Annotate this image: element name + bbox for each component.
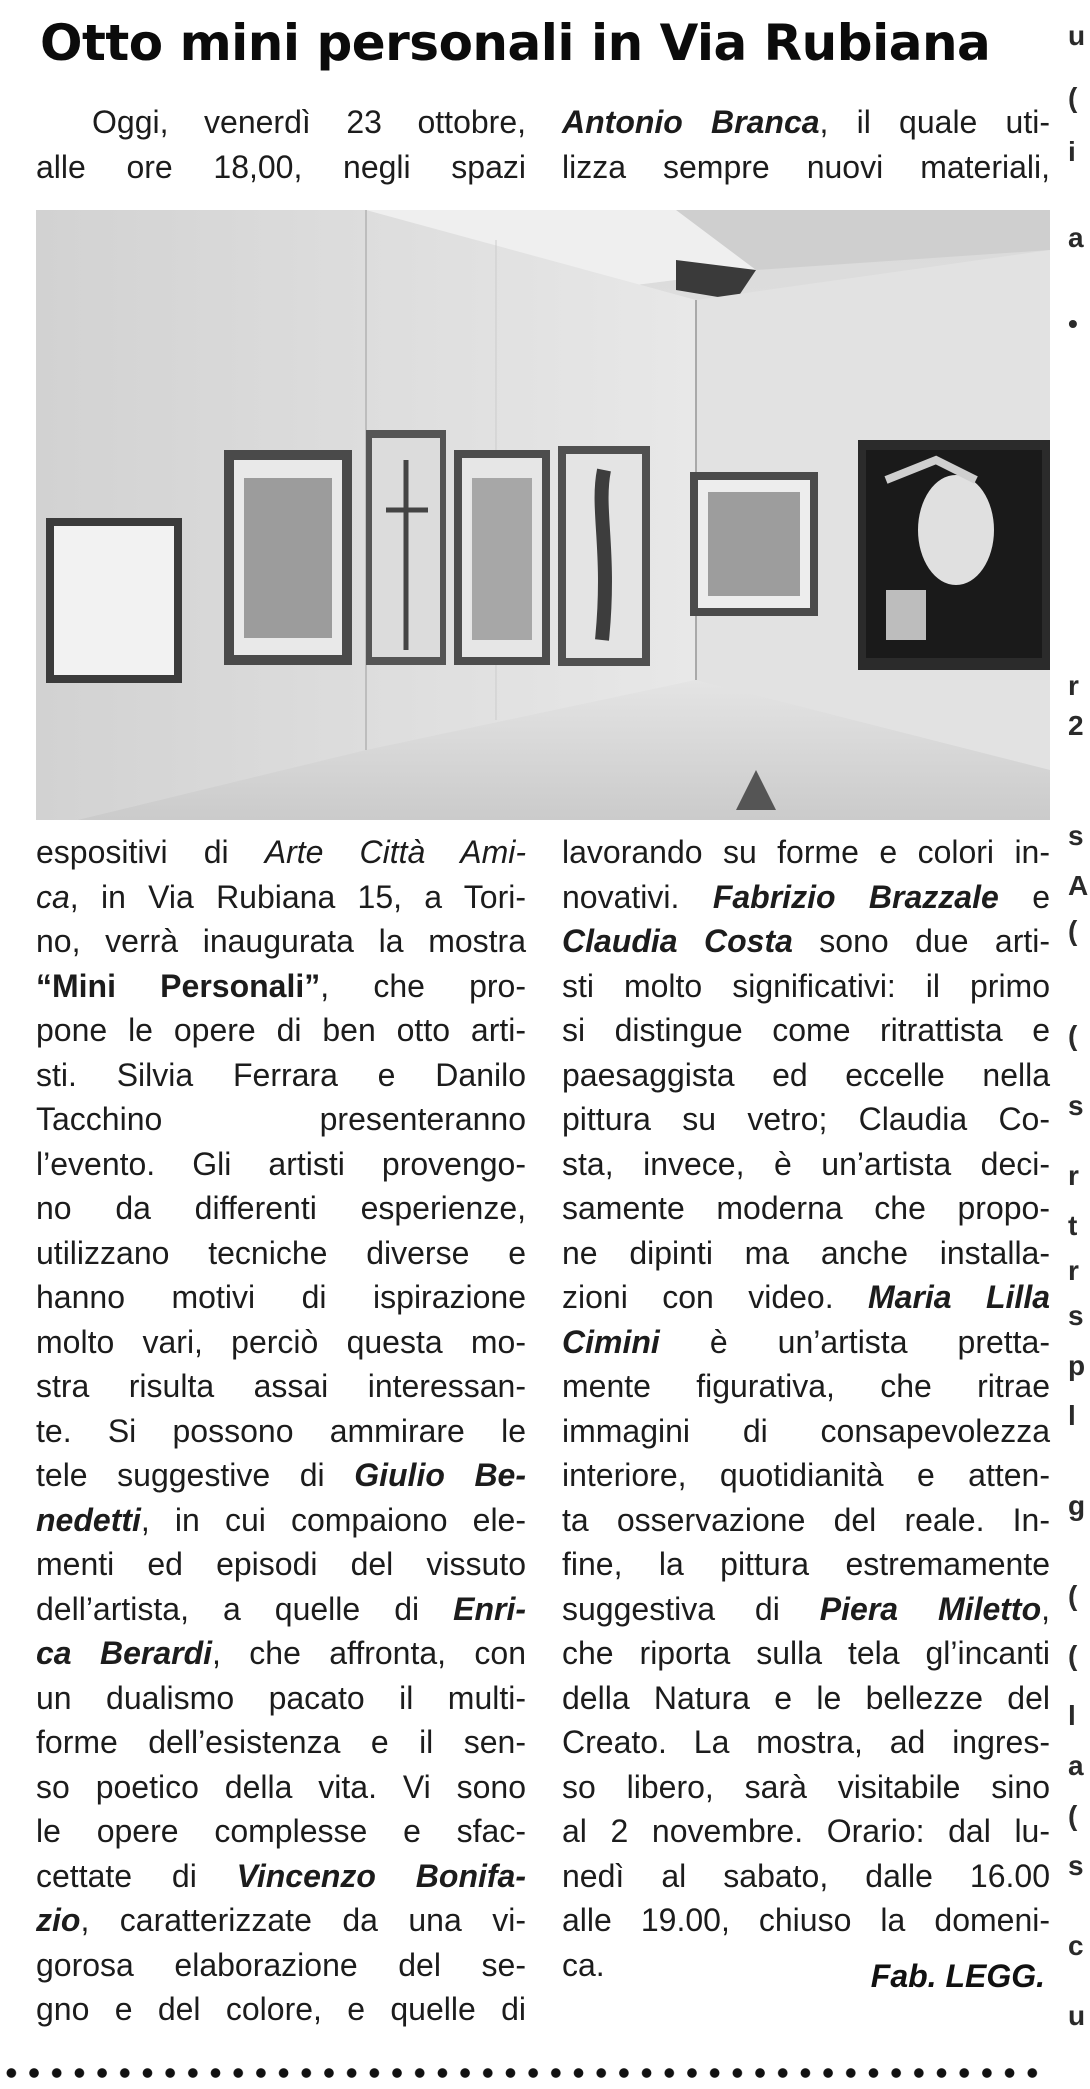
text-line: ne dipinti ma anche installa- — [562, 1234, 1050, 1271]
text-line: un dualismo pacato il multi- — [36, 1679, 526, 1716]
artist-name: Enri- — [453, 1590, 526, 1627]
text-line: pone le opere di ben otto arti- — [36, 1012, 526, 1048]
text-line: espositivi di Arte Città Ami- — [36, 834, 527, 870]
text-line: l’evento. Gli artisti provengo- — [36, 1145, 526, 1182]
text-line: zioni con video. Maria Lilla — [562, 1279, 1051, 1315]
text-line: alle ore 18,00, negli spazi — [36, 148, 526, 185]
text-line: tele suggestive di Giulio Be- — [36, 1457, 527, 1493]
gallery-photo — [36, 210, 1050, 820]
text-line: Creato. La mostra, ad ingres- — [562, 1724, 1050, 1760]
text-line: sti molto significativi: il primo — [562, 967, 1050, 1004]
column-1-body — [36, 830, 526, 2032]
text-line: “Mini Personali”, che pro- — [36, 967, 526, 1004]
text-line: paesaggista ed eccelle nella — [562, 1056, 1050, 1093]
text-line: pittura su vetro; Claudia Co- — [562, 1101, 1050, 1137]
artist-name: Antonio Branca — [562, 104, 820, 140]
text-line: ta osservazione del reale. In- — [562, 1501, 1050, 1538]
text-line: suggestiva di Piera Miletto, — [562, 1590, 1051, 1627]
text-line: Tacchino presenteranno — [36, 1101, 526, 1137]
text-line: alle 19.00, chiuso la domeni- — [562, 1902, 1050, 1938]
text-line: so poetico della vita. Vi sono — [36, 1768, 526, 1805]
text-line: no da differenti esperienze, — [36, 1190, 526, 1226]
text-line: cettate di Vincenzo Bonifa- — [36, 1857, 527, 1894]
text-line: menti ed episodi del vissuto — [36, 1546, 526, 1582]
artist-name: Giulio Be- — [354, 1457, 527, 1493]
text-line: mente figurativa, che ritrae — [562, 1368, 1050, 1404]
artist-name: Maria Lilla — [868, 1279, 1051, 1315]
exhibition-title: “Mini Personali” — [36, 967, 321, 1004]
column-1-intro — [36, 100, 526, 189]
author-byline: Fab. LEGG. — [870, 1958, 1045, 1994]
text-line: si distingue come ritrattista e — [562, 1012, 1050, 1048]
text-line: no, verrà inaugurata la mostra — [36, 923, 526, 959]
text-line: interiore, quotidianità e atten- — [562, 1457, 1050, 1493]
text-line: ca Berardi, che affronta, con — [36, 1635, 527, 1671]
text-line: Oggi, venerdì 23 ottobre, — [92, 104, 526, 140]
text-line: molto vari, perciò questa mo- — [36, 1323, 526, 1360]
artist-name: Fabrizio Brazzale — [712, 878, 999, 915]
text-line: hanno motivi di ispirazione — [36, 1279, 526, 1315]
dotted-divider — [0, 2066, 1045, 2080]
text-line: dell’artista, a quelle di Enri- — [36, 1590, 526, 1627]
text-line: lavorando su forme e colori in- — [562, 834, 1050, 870]
text-line: le opere complesse e sfac- — [36, 1813, 526, 1849]
text-line: che riporta sulla tela gl’incanti — [562, 1635, 1050, 1671]
text-line: nedetti, in cui compaiono ele- — [36, 1501, 526, 1538]
text-line: immagini di consapevolezza — [562, 1412, 1050, 1449]
text-line: della Natura e le bellezze del — [562, 1679, 1050, 1716]
text-line: forme dell’esistenza e il sen- — [36, 1724, 526, 1760]
text-line: gno e del colore, e quelle di — [36, 1991, 526, 2027]
text-line: so libero, sarà visitabile sino — [562, 1768, 1050, 1805]
text-line: samente moderna che propo- — [562, 1190, 1050, 1226]
adjacent-column-edge: u ( i a • r 2 s A ( ( s r t r s p l g ( ( l a ( s c u — [1068, 20, 1089, 2031]
text-line: nedì al sabato, dalle 16.00 — [562, 1857, 1050, 1894]
text-line: ca, in Via Rubiana 15, a Tori- — [36, 878, 526, 915]
text-line: Antonio Branca, il quale uti- — [562, 104, 1051, 140]
text-line: sta, invece, è un’artista deci- — [562, 1145, 1050, 1182]
text-line: sti. Silvia Ferrara e Danilo — [36, 1056, 526, 1093]
artist-name: Cimini — [562, 1323, 660, 1360]
text-line: lizza sempre nuovi materiali, — [562, 148, 1050, 185]
text-line: stra risulta assai interessan- — [36, 1368, 526, 1404]
text-line: zio, caratterizzate da una vi- — [36, 1902, 526, 1938]
text-line: al 2 novembre. Orario: dal lu- — [562, 1813, 1050, 1849]
column-2-intro — [562, 100, 1050, 189]
text-line: te. Si possono ammirare le — [36, 1412, 526, 1449]
column-2-body — [562, 830, 1050, 1987]
venue-name: Arte Città Ami- — [264, 834, 527, 870]
artist-name: nedetti — [36, 1501, 141, 1538]
article-headline: Otto mini personali in Via Rubiana — [40, 14, 991, 72]
text-line: novativi. Fabrizio Brazzale e — [562, 878, 1051, 915]
text-line: Claudia Costa sono due arti- — [562, 923, 1050, 959]
artist-name: Claudia Costa — [562, 923, 793, 959]
artist-name: Piera Miletto — [819, 1590, 1042, 1627]
text-line: fine, la pittura estremamente — [562, 1546, 1050, 1582]
text-line: ca. — [562, 1946, 605, 1983]
text-line: gorosa elaborazione del se- — [36, 1946, 526, 1983]
artist-name: zio — [36, 1902, 81, 1938]
artist-name: Vincenzo Bonifa- — [236, 1857, 527, 1894]
text-line: utilizzano tecniche diverse e — [36, 1234, 526, 1271]
artist-name: ca Berardi — [36, 1635, 213, 1671]
gallery-photo-image — [36, 210, 1050, 820]
text-line: Cimini è un’artista pretta- — [562, 1323, 1050, 1360]
